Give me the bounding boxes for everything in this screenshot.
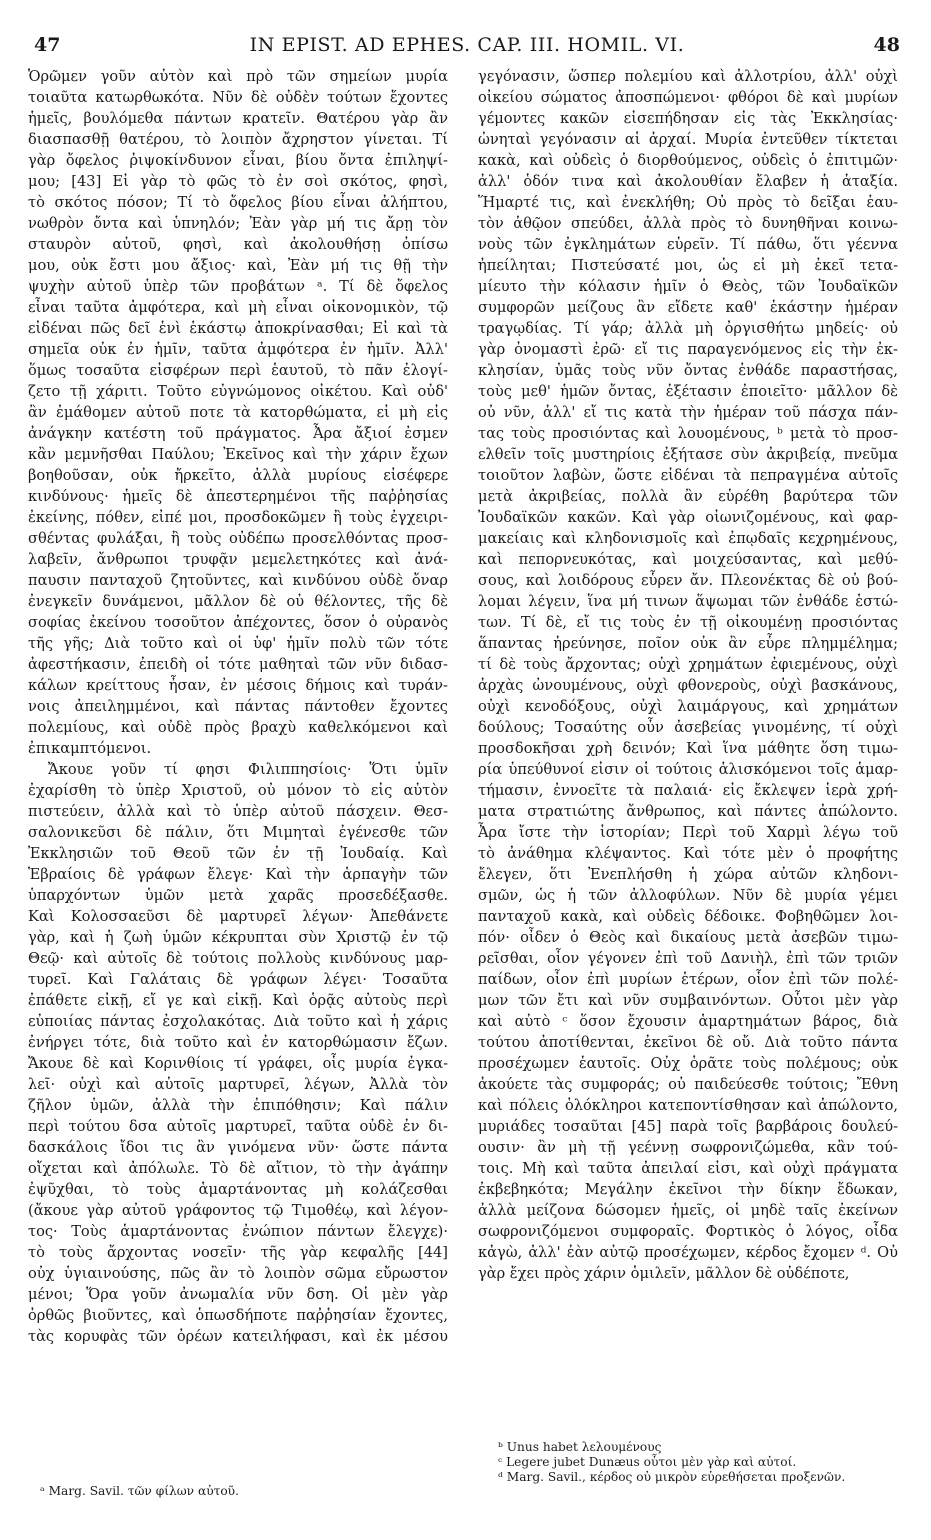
text-line: ἂν ἐμάθομεν αὐτοῦ ποτε τὰ κατορθώματα, εἰ μὴ εἰς xyxy=(28,404,448,421)
text-line: περὶ τούτου δσα αὐτοῖς μαρτυρεῖ, ταῦτα οὐδὲ ἐν δι- xyxy=(28,1118,448,1135)
text-line: ουσιν· ἂν μὴ τῇ γεέννῃ σωφρονιζώμεθα, κἂν τού- xyxy=(478,1139,898,1156)
text-line: ἀκούετε τὰς συμφοράς; οὐ παιδεύεσθε τούτοις; Ἔθνη xyxy=(478,1076,898,1093)
text-line: ἀλλὰ μείζονα δώσομεν ἡμεῖς, οἱ μηδὲ ταῖς ἐκείνων xyxy=(478,1202,898,1219)
footnote: ᶜ Legere jubet Dunæus οὗτοι μὲν γὰρ καὶ αὐτοί. xyxy=(498,1455,797,1469)
text-line: μου, οὐκ ἔστι μου ἄξιος· καὶ, Ἐὰν μή τις θῇ τὴν xyxy=(28,257,448,274)
footnotes-left xyxy=(40,1484,460,1499)
text-line: πόν· οἶδεν ὁ Θεὸς καὶ δικαίους μετὰ ἀσεβῶν τιμω- xyxy=(478,929,898,946)
text-line: ἀλλ' ὁδόν τινα καὶ ἀκολουθίαν ἔλαβεν ἡ ἀταξία. xyxy=(478,173,898,190)
text-line: οὐ νῦν, ἀλλ' εἴ τις κατὰ τὴν ἡμέραν τοῦ πάσχα πάν- xyxy=(478,404,898,421)
text-line: τήμασιν, ἐννοεῖτε τὰ παλαιά· εἰς ἔκλεψεν ἱερὰ χρή- xyxy=(478,782,898,799)
text-line: κινδύνους· ἡμεῖς δὲ ἀπεστερημένοι τῆς παῤῥησίας xyxy=(28,488,448,505)
text-line: ματα στρατιώτης ἄνθρωπος, καὶ πάντες ἀπώλοντο. xyxy=(478,803,898,820)
text-line: γὰρ, καὶ ἡ ζωὴ ὑμῶν κέκρυπται σὺν Χριστῷ ἐν τῷ xyxy=(28,929,448,946)
text-line: μετὰ ἀκριβείας, πολλὰ ἂν εὑρέθη βαρύτερα τῶν xyxy=(478,488,898,505)
footnote: ᵇ Unus habet λελουμένους xyxy=(498,1440,662,1454)
page-number-right: 48 xyxy=(873,34,900,56)
text-line: εἰδέναι πῶς δεῖ ἑνὶ ἑκάστῳ ἀποκρίνασθαι; Εἰ καὶ τὰ xyxy=(28,320,448,337)
text-line: καὶ πεπορνευκότας, καὶ μοιχεύσαντας, καὶ μεθύ- xyxy=(478,551,898,568)
text-line: γεγόνασιν, ὥσπερ πολεμίου καὶ ἀλλοτρίου, ἀλλ' οὐχὶ xyxy=(478,68,898,85)
text-line: εἶναι ταῦτα ἀμφότερα, καὶ μὴ εἶναι οἰκονομικὸν, τῷ xyxy=(28,299,448,316)
text-line: Θεῷ· καὶ αὐτοῖς δὲ τούτοις πολλοὺς κινδύνους μαρ- xyxy=(28,950,448,967)
text-line: λομαι λέγειν, ἵνα μή τινων ἅψωμαι τῶν ἐνθάδε ἑστώ- xyxy=(478,593,898,610)
text-line: συμφορῶν μείζους ἂν εἴδετε καθ' ἑκάστην ἡμέραν xyxy=(478,299,898,316)
text-line: σαλονικεῦσι δὲ πάλιν, ὅτι Μιμηταὶ ἐγένεσθε τῶν xyxy=(28,824,448,841)
right-column xyxy=(478,66,898,1284)
text-line: σταυρὸν αὐτοῦ, φησὶ, καὶ ἀκολουθήσῃ ὀπίσω xyxy=(28,236,448,253)
text-line: ρία ὑπεύθυνοί εἰσιν οἱ τούτοις ἁλισκόμενοι τοῖς ἁμαρ- xyxy=(478,761,898,778)
text-line: τὸ σκότος πόσον; Τί τὸ ὄφελος βίου εἶναι ἀλήπτου, xyxy=(28,194,448,211)
text-line: τοις. Μὴ καὶ ταῦτα ἀπειλαί εἰσι, καὶ οὐχὶ πράγματα xyxy=(478,1160,898,1177)
text-line: ἐψῦχθαι, τὸ τοὺς ἁμαρτάνοντας μὴ κολάζεσθαι xyxy=(28,1181,448,1198)
text-line: σοφίας ἐκείνου τοσοῦτον ἀπέχοντες, ὅσον ὁ οὐρανὸς xyxy=(28,614,448,631)
text-line: Ἐκκλησιῶν τοῦ Θεοῦ τῶν ἐν τῇ Ἰουδαίᾳ. Καὶ xyxy=(28,845,448,862)
text-line: καὶ αὐτὸ ᶜ ὅσον ἔχουσιν ἁμαρτημάτων βάρος, διὰ xyxy=(478,1013,898,1030)
text-line: ὑπαρχόντων ὑμῶν μετὰ χαρᾶς προσεδέξασθε. xyxy=(28,887,448,904)
text-line: διασπασθῇ θατέρου, τὸ λοιπὸν ἄχρηστον γίνεται. Τί xyxy=(28,131,448,148)
running-header xyxy=(34,34,900,60)
text-line: κἂν μεμνῆσθαι Παύλου; Ἐκεῖνος καὶ τὴν χάριν ἔχων xyxy=(28,446,448,463)
text-line: μένοι; Ὅρα γοῦν ἀνωμαλία νῦν δση. Οἱ μὲν γὰρ xyxy=(28,1286,448,1303)
text-line: κἀγὼ, ἀλλ' ἐὰν αὐτῷ προσέχωμεν, κέρδος ἔχομεν ᵈ. Οὐ xyxy=(478,1244,898,1261)
text-line: των. Τί δὲ, εἴ τις τοὺς ἐν τῇ οἰκουμένῃ προσιόντας xyxy=(478,614,898,631)
text-line: μου; [43] Εἰ γὰρ τὸ φῶς τὸ ἐν σοὶ σκότος, φησὶ, xyxy=(28,173,448,190)
text-line: σωφρονιζόμενοι συμφοραῖς. Φορτικὸς ὁ λόγος, οἶδα xyxy=(478,1223,898,1240)
text-line: ὀρθῶς βιοῦντες, καὶ ὁπωσδήποτε παῤῥησίαν ἔχοντες, xyxy=(28,1307,448,1324)
text-line: γὰρ ὀνομαστὶ ἐρῶ· εἴ τις παραγενόμενος εἰς τὴν ἐκ- xyxy=(478,341,898,358)
text-line: τὸν ἀθῷον σπεύδει, ἀλλὰ πρὸς τὸ δυνηθῆναι κοινω- xyxy=(478,215,898,232)
text-line: τας τοὺς προσιόντας καὶ λουομένους, ᵇ μετὰ τὸ προσ- xyxy=(478,425,898,442)
text-line: οὐχὶ κενοδόξους, οὐχὶ λαιμάργους, καὶ χρημάτων xyxy=(478,698,898,715)
text-line: ἐπάθετε εἰκῇ, εἴ γε καὶ εἰκῇ. Καὶ ὁρᾷς αὐτοὺς περὶ xyxy=(28,992,448,1009)
text-line: ἀνάγκην κατέστη τοῦ πράγματος. Ἆρα ἄξιοί ἐσμεν xyxy=(28,425,448,442)
text-line: ἐχαρίσθη τὸ ὑπὲρ Χριστοῦ, οὐ μόνον τὸ εἰς αὐτὸν xyxy=(28,782,448,799)
text-line: μων τῶν ἔτι καὶ νῦν συμβαινόντων. Οὗτοι μὲν γὰρ xyxy=(478,992,898,1009)
text-line: τοιοῦτον λαβὼν, ὥστε εἰδέναι τὰ πεπραγμένα αὐτοῖς xyxy=(478,467,898,484)
text-line: Ἑβραίοις δὲ γράφων ἔλεγε· Καὶ τὴν ἁρπαγὴν τῶν xyxy=(28,866,448,883)
text-line: ρεῖσθαι, οἷον γέγονεν ἐπὶ τοῦ Δανιὴλ, ἐπὶ τῶν τριῶν xyxy=(478,950,898,967)
text-line: ὠνηταὶ γεγόνασιν αἱ ἀρχαί. Μυρία ἐντεῦθεν τίκτεται xyxy=(478,131,898,148)
text-line: μίευτο τὴν κόλασιν ἡμῖν ὁ Θεὸς, τῶν Ἰουδαϊκῶν xyxy=(478,278,898,295)
text-line: τραγῳδίας. Τί γάρ; ἀλλὰ μὴ ὀργισθήτω μηδείς· οὐ xyxy=(478,320,898,337)
text-line: νοὺς τῶν ἐγκλημάτων εὑρεῖν. Τί πάθω, ὅτι γέεννα xyxy=(478,236,898,253)
text-line: καὶ πόλεις ὁλόκληροι κατεποντίσθησαν καὶ ἀπώλοντο, xyxy=(478,1097,898,1114)
text-line: σθέντας φυλάξαι, ἢ τοὺς οὐδέπω προσελθόντας προσ- xyxy=(28,530,448,547)
text-line: ζῆλον ὑμῶν, ἀλλὰ τὴν ἐπιπόθησιν; Καὶ πάλιν xyxy=(28,1097,448,1114)
text-line: προσδοκῆσαι χρὴ δεινόν; Καὶ ἵνα μάθητε ὅση τιμω- xyxy=(478,740,898,757)
text-line: γέμοντες κακῶν εἰσεπήδησαν εἰς τὰς Ἐκκλησίας· xyxy=(478,110,898,127)
text-line: ἐνεγκεῖν δυνάμενοι, μᾶλλον δὲ οὐ θέλοντες, τῆς δὲ xyxy=(28,593,448,610)
text-line: σημεῖα οὐκ ἐν ἡμῖν, ταῦτα ἀμφότερα ἐν ἡμῖν. Ἀλλ' xyxy=(28,341,448,358)
text-line: δούλους; Τοσαύτης οὖν ἀσεβείας γινομένης, τί οὐχὶ xyxy=(478,719,898,736)
text-line: τί δὲ τοὺς ἄρχοντας; οὐχὶ χρημάτων ἐφιεμένους, οὐχὶ xyxy=(478,656,898,673)
text-line: ἐνήργει τότε, διὰ τοῦτο καὶ ἐν κατορθώμασιν ἔζων. xyxy=(28,1034,448,1051)
text-line: ελθεῖν τοῖς μυστηρίοις ἐξήτασε σὺν ἀκριβείᾳ, πνεῦμα xyxy=(478,446,898,463)
text-line: ψυχὴν αὐτοῦ ὑπὲρ τῶν προβάτων ᵃ. Τί δὲ ὄφελος xyxy=(28,278,448,295)
text-line: μυριάδες τοσαῦται [45] παρὰ τοῖς βαρβάροις δουλεύ- xyxy=(478,1118,898,1135)
text-line: (ἄκουε γὰρ αὐτοῦ γράφοντος τῷ Τιμοθέῳ, καὶ λέγον- xyxy=(28,1202,448,1219)
text-line: τὸ ἀνάθημα κλέψαντος. Καὶ τότε μὲν ὁ προφήτης xyxy=(478,845,898,862)
text-line: τὸ τοὺς ἄρχοντας νοσεῖν· τῆς γὰρ κεφαλῆς [44] xyxy=(28,1244,448,1261)
text-line: νωθρὸν ὄντα καὶ ὑπνηλόν; Ἐὰν γὰρ μή τις ἄρῃ τὸν xyxy=(28,215,448,232)
text-line: δασκάλοις ἴδοι τις ἂν γινόμενα νῦν· ὥστε πάντα xyxy=(28,1139,448,1156)
text-line: τὰς κορυφὰς τῶν ὀρέων κατειλήφασι, καὶ ἐκ μέσου xyxy=(28,1328,448,1345)
page-number-left: 47 xyxy=(34,34,61,56)
running-title: IN EPIST. AD EPHES. CAP. III. HOMIL. VI. xyxy=(249,34,685,56)
text-line: παίδων, οἷον ἐπὶ μυρίων ἑτέρων, οἷον ἐπὶ τῶν πολέ- xyxy=(478,971,898,988)
text-line: οὐχ ὑγιαινούσης, πῶς ἂν τὸ λοιπὸν σῶμα εὔρωστον xyxy=(28,1265,448,1282)
text-line: Ἰουδαϊκῶν κακῶν. Καὶ γὰρ οἰωνιζομένους, καὶ φαρ- xyxy=(478,509,898,526)
text-line: μακείαις καὶ κληδονισμοῖς καὶ ἐπῳδαῖς κεχρημένους, xyxy=(478,530,898,547)
text-line: ἐκείνης, πόθεν, εἰπέ μοι, προσδοκῶμεν ἢ τοὺς ἐγχειρι- xyxy=(28,509,448,526)
footnote: ᵃ Marg. Savil. τῶν φίλων αὐτοῦ. xyxy=(40,1484,239,1498)
text-line: πανταχοῦ κακὰ, καὶ οὐδεὶς δέδοικε. Φοβηθῶμεν λοι- xyxy=(478,908,898,925)
text-line: κάλων κρείττους ἦσαν, ἐν μέσοις δήμοις καὶ τυράν- xyxy=(28,677,448,694)
text-line: Ἄκουε γοῦν τί φησι Φιλιππησίοις· Ὅτι ὑμῖν xyxy=(48,761,448,778)
text-line: Ἆρα ἴστε τὴν ἱστορίαν; Περὶ τοῦ Χαρμὶ λέγω τοῦ xyxy=(478,824,898,841)
text-line: τοιαῦτα κατωρθωκότα. Νῦν δὲ οὐδὲν τούτων ἔχοντες xyxy=(28,89,448,106)
footnote: ᵈ Marg. Savil., κέρδος οὐ μικρὸν εὑρεθήσεται προξενῶν. xyxy=(498,1470,846,1484)
text-line: γὰρ ὄφελος ῥιψοκίνδυνον εἶναι, βίου ὄντα ἐπιληψί- xyxy=(28,152,448,169)
text-line: πολεμίους, καὶ οὐδὲ πρὸς βραχὺ καθελκόμενοι καὶ xyxy=(28,719,448,736)
text-line: τῆς γῆς; Διὰ τοῦτο καὶ οἱ ὑφ' ἡμῖν πολὺ τῶν τότε xyxy=(28,635,448,652)
text-line: τος· Τοὺς ἁμαρτάνοντας ἐνώπιον πάντων ἔλεγχε)· xyxy=(28,1223,448,1240)
text-line: πιστεύειν, ἀλλὰ καὶ τὸ ὑπὲρ αὐτοῦ πάσχειν. Θεσ- xyxy=(28,803,448,820)
text-line: προσέχωμεν ἑαυτοῖς. Οὐχ ὁρᾶτε τοὺς πολέμους; οὐκ xyxy=(478,1055,898,1072)
text-line: ἀρχὰς ὠνουμένους, οὐχὶ φθονεροὺς, οὐχὶ βασκάνους, xyxy=(478,677,898,694)
text-line: νοις ἀπειλημμένοι, καὶ πάντας πάντοθεν ἔχοντες xyxy=(28,698,448,715)
text-line: ἐκβεβηκότα; Μεγάλην ἐκεῖνοι τὴν δίκην ἔδωκαν, xyxy=(478,1181,898,1198)
text-line: βοηθοῦσαν, οὐκ ἤρκεῖτο, ἀλλὰ μυρίους εἰσέφερε xyxy=(28,467,448,484)
text-line: ζετο τῇ χάριτι. Τοῦτο εὐγνώμονος οἰκέτου. Καὶ οὐδ' xyxy=(28,383,448,400)
text-line: εὐποιίας πάντας ἐσχολακότας. Διὰ τοῦτο καὶ ἡ χάρις xyxy=(28,1013,448,1030)
text-line: οἰκείου σώματος ἀποσπώμενοι· φθόροι δὲ καὶ μυρίων xyxy=(478,89,898,106)
text-line: τοὺς μεθ' ἡμῶν ὄντας, ἐξέτασιν ἐποιεῖτο· μᾶλλον δὲ xyxy=(478,383,898,400)
text-line: οἴχεται καὶ ἀπόλωλε. Τὸ δὲ αἴτιον, τὸ τὴν ἀγάπην xyxy=(28,1160,448,1177)
text-line: Ὁρῶμεν γοῦν αὐτὸν καὶ πρὸ τῶν σημείων μυρία xyxy=(28,68,448,85)
text-line: ὅμως τοσαῦτα εἰσφέρων περὶ ἑαυτοῦ, τὸ πᾶν ἐλογί- xyxy=(28,362,448,379)
text-line: τυρεῖ. Καὶ Γαλάταις δὲ γράφων λέγει· Τοσαῦτα xyxy=(28,971,448,988)
text-line: σμῶν, ὡς ἡ τῶν ἀλλοφύλων. Νῦν δὲ μυρία γέμει xyxy=(478,887,898,904)
text-line: κλησίαν, ὑμᾶς τοὺς νῦν ὄντας ἐνθάδε παραστήσας, xyxy=(478,362,898,379)
text-line: τούτου ἀποτίθενται, ἐκεῖνοι δὲ οὔ. Διὰ τοῦτο πάντα xyxy=(478,1034,898,1051)
text-line: ἔλεγεν, ὅτι Ἐνεπλήσθη ἡ χώρα αὐτῶν κληδονι- xyxy=(478,866,898,883)
text-line: ἅπαντας ἠρεύνησε, ποῖον οὐκ ἂν εὗρε πλημμέλημα; xyxy=(478,635,898,652)
text-line: λεῖ· οὐχὶ καὶ αὐτοῖς μαρτυρεῖ, λέγων, Ἀλλὰ τὸν xyxy=(28,1076,448,1093)
text-line: Καὶ Κολοσσαεῦσι δὲ μαρτυρεῖ λέγων· Ἀπεθάνετε xyxy=(28,908,448,925)
text-line: γὰρ ἔχει πρὸς χάριν ὁμιλεῖν, μᾶλλον δὲ οὐδέποτε, xyxy=(478,1265,850,1282)
text-line: κακὰ, καὶ οὐδεὶς ὁ διορθούμενος, οὐδεὶς ὁ ἐπιτιμῶν· xyxy=(478,152,898,169)
text-line: ἐπικαμπτόμενοι. xyxy=(28,740,152,757)
text-line: Ἄκουε δὲ καὶ Κορινθίοις τί γράφει, οἷς μυρία ἐγκα- xyxy=(28,1055,448,1072)
text-line: Ἥμαρτέ τις, καὶ ἐνεκλήθη; Οὐ πρὸς τὸ δεῖξαι ἑαυ- xyxy=(478,194,898,211)
left-column xyxy=(28,66,448,1347)
text-line: ἠπείληται; Πιστεύσατέ μοι, ὡς εἰ μὴ ἐκεῖ τετα- xyxy=(478,257,898,274)
text-line: ἡμεῖς, βουλόμεθα πάντων κρατεῖν. Θατέρου γὰρ ἂν xyxy=(28,110,448,127)
text-line: ἀφεστήκασιν, ἐπειδὴ οἱ τότε μαθηταὶ τῶν νῦν διδασ- xyxy=(28,656,448,673)
text-line: λαβεῖν, ἄνθρωποι τρυφᾷν μεμελετηκότες καὶ ἀνά- xyxy=(28,551,448,568)
text-line: σους, καὶ λοιδόρους εὗρεν ἄν. Πλεονέκτας δὲ οὐ βού- xyxy=(478,572,898,589)
footnotes-right xyxy=(498,1440,918,1485)
text-line: παυσιν πανταχοῦ ζητοῦντες, καὶ κινδύνου οὐδὲ ὄναρ xyxy=(28,572,448,589)
